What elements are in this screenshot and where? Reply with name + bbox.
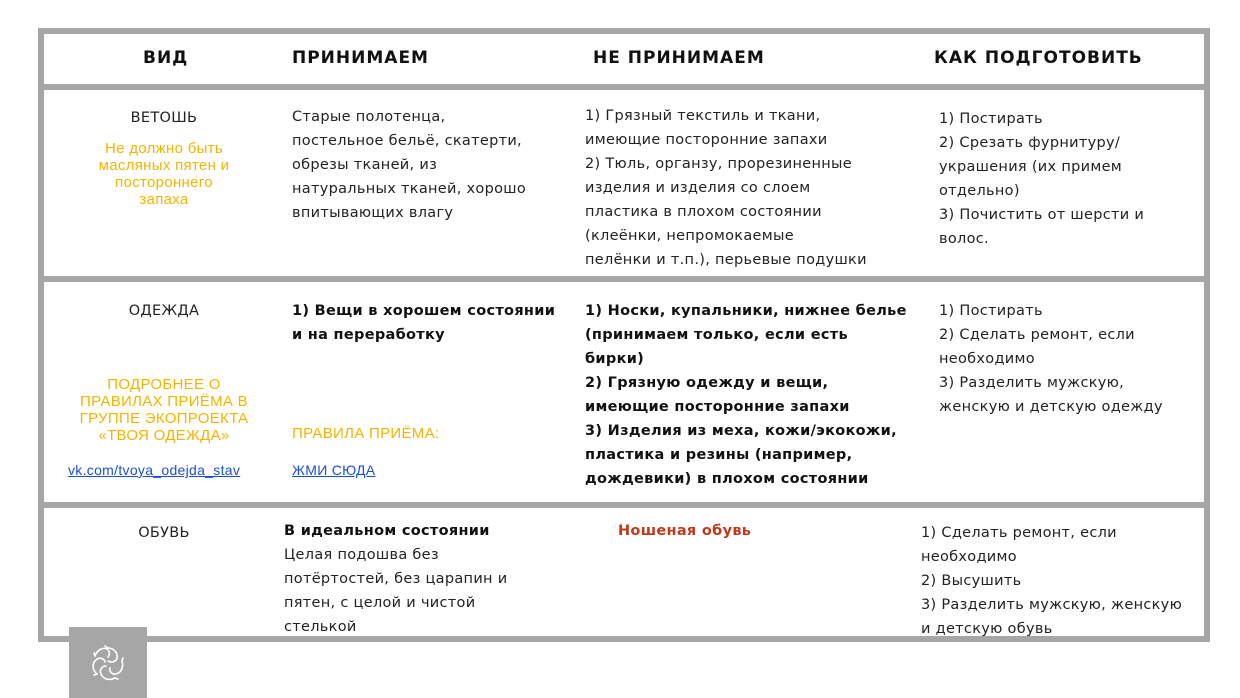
reject-text: Ношеная обувь: [618, 523, 752, 539]
type-label: ОДЕЖДА: [128, 303, 200, 319]
type-label: ОБУВЬ: [138, 525, 190, 541]
header-accept: ПРИНИМАЕМ: [292, 48, 429, 68]
accept-text: Старые полотенца, постельное бельё, скатерти, обрезы тканей, из натуральных тканей, хорошо впитывающих влагу: [292, 109, 527, 221]
recycle-flower-icon: [89, 644, 127, 682]
rules-link[interactable]: ЖМИ СЮДА: [292, 462, 376, 478]
rules-table: [38, 28, 1210, 642]
prepare-text: 1) Постирать 2) Сделать ремонт, если необходимо 3) Разделить мужскую, женскую и детскую одежду: [939, 303, 1163, 415]
type-label: ВЕТОШЬ: [130, 110, 198, 126]
reject-text: 1) Грязный текстиль и ткани, имеющие посторонние запахи 2) Тюль, органзу, прорезиненные изделия и изделия со слоем пластика в плохом состоянии (клеёнки, непромокаемые пелёнки и т.п.), перьевые подушки: [585, 108, 867, 268]
vk-link[interactable]: vk.com/tvoya_odejda_stav: [68, 462, 241, 478]
header-reject: НЕ ПРИНИМАЕМ: [593, 48, 765, 68]
reject-text: 1) Носки, купальники, нижнее белье (принимаем только, если есть бирки) 2) Грязную одежду и вещи, имеющие посторонние запахи 3) Изделия из меха, кожи/экокожи, пластика и резины (например, дождевики) в плохом состоянии: [585, 303, 907, 487]
accept-text: В идеальном состоянии Целая подошва без потёртостей, без царапин и пятен, с целой и чистой стелькой: [284, 523, 508, 635]
rules-label: ПРАВИЛА ПРИЁМА:: [292, 425, 440, 442]
table-header: [44, 34, 1204, 84]
type-note: ПОДРОБНЕЕ О ПРАВИЛАХ ПРИЁМА В ГРУППЕ ЭКОПРОЕКТА «ТВОЯ ОДЕЖДА»: [79, 376, 249, 444]
divider: [44, 84, 1204, 90]
prepare-text: 1) Постирать 2) Срезать фурнитуру/ украшения (их примем отдельно) 3) Почистить от шерсти и волос.: [939, 111, 1145, 247]
header-prepare: КАК ПОДГОТОВИТЬ: [934, 48, 1143, 68]
divider: [44, 276, 1204, 282]
type-note: Не должно быть масляных пятен и постороннего запаха: [98, 140, 230, 208]
header-type: ВИД: [143, 48, 189, 68]
logo: [69, 627, 147, 698]
accept-text: 1) Вещи в хорошем состоянии и на переработку: [292, 303, 556, 343]
prepare-text: 1) Сделать ремонт, если необходимо 2) Высушить 3) Разделить мужскую, женскую и детскую обувь: [921, 525, 1183, 637]
divider: [44, 502, 1204, 508]
